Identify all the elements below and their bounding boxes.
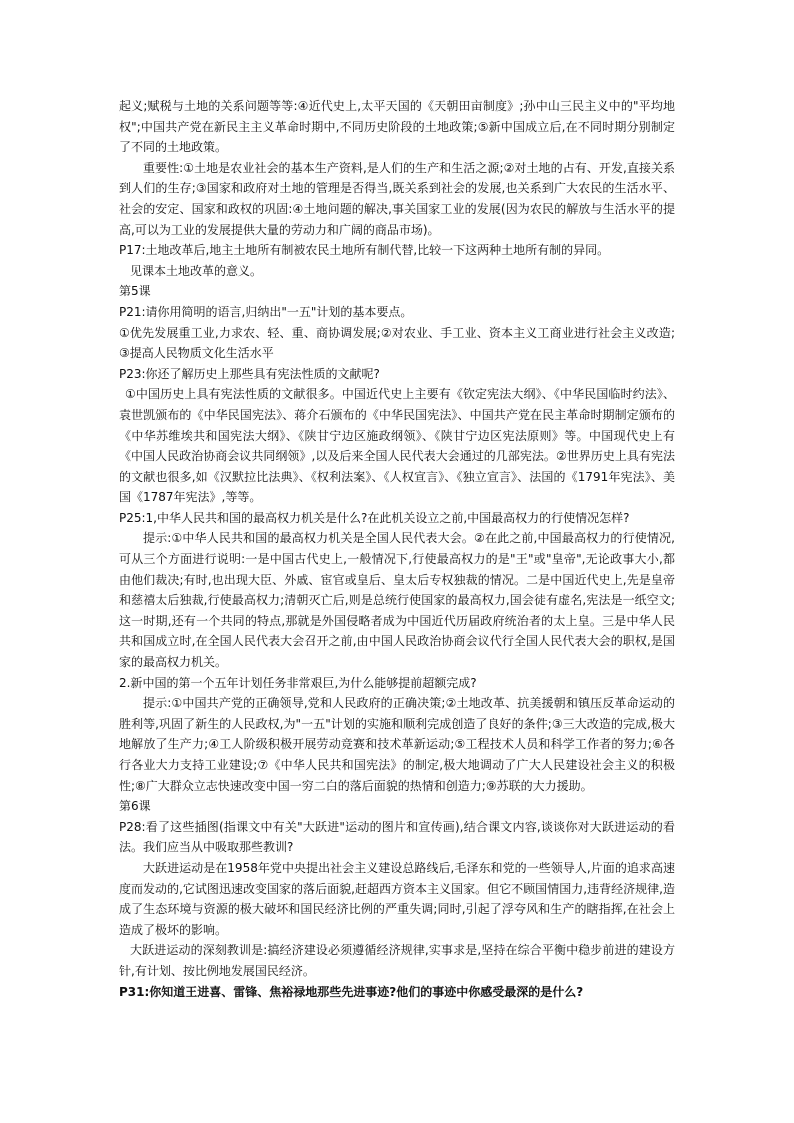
lesson-5-heading: 第5课 [119,284,151,299]
paragraph-land-importance: 重要性:①土地是农业社会的基本生产资料,是人们的生产和生活之源;②对土地的占有、开发,直接关系到人们的生存;③国家和政府对土地的管理是否得当,既关系到社会的发展,也关系到广大农民的生活水平、社会的安定、国家和政权的巩固:④土地问题的解决,事关国家工业的发展(因为农民的解放与生活水平的提高,可以为工业的发展提供大量的劳动力和广阔的商品市场)。 [119,160,675,237]
answer-p25-1: 提示:①中华人民共和国的最高权力机关是全国人民代表大会。②在此之前,中国最高权力的行使情况,可从三个方面进行说明:一是中国古代史上,一般情况下,行使最高权力的是"王"或"皇帝",无论政事大小,都由他们裁决;有时,也出现大臣、外戚、宦官或皇后、皇太后专权独裁的情况。二是中国近代史上,先是皇帝和慈禧太后独裁,行使最高权力;清朝灭亡后,则是总统行使国家的最高权力,国会徒有虚名,宪法是一纸空文;这一时期,还有一个共同的特点,那就是外国侵略者成为中国近代历届政府统治者的太上皇。三是中华人民共和国成立时,在全国人民代表大会召开之前,由中国人民政治协商会议代行全国人民代表大会的职权,是国家的最高权力机关。 [119,531,675,670]
document-body [119,96,675,1002]
question-p28: P28:看了这些插图(指课文中有关"大跃进"运动的图片和宣传画),结合课文内容,谈谈你对大跃进运动的看法。我们应当从中吸取那些教训? [119,819,675,855]
paragraph-land-history-cont: 起义;赋税与土地的关系问题等等:④近代史上,太平天国的《天朝田亩制度》;孙中山三民主义中的"平均地权";中国共产党在新民主主义革命时期中,不同历史阶段的土地政策;⑤新中国成立后,在不同时期分别制定了不同的土地政策。 [119,99,675,155]
answer-p28-view: 大跃进运动是在1958年党中央提出社会主义建设总路线后,毛泽东和党的一些领导人,片面的追求高速度而发动的,它试图迅速改变国家的落后面貌,赶超西方资本主义国家。但它不顾国情国力,违背经济规律,造成了生态环境与资源的极大破坏和国民经济比例的严重失调;同时,引起了浮夸风和生产的瞎指挥,在社会上造成了极坏的影响。 [119,860,675,937]
question-p31: P31:你知道王进喜、雷锋、焦裕禄地那些先进事迹?他们的事迹中你感受最深的是什么? [119,984,584,999]
question-p25-2: 2.新中国的第一个五年计划任务非常艰巨,为什么能够提前超额完成? [119,675,477,690]
answer-p17: 见课本土地改革的意义。 [130,263,263,278]
answer-p28-lesson: 大跃进运动的深刻教训是:搞经济建设必须遵循经济规律,实事求是,坚持在综合平衡中稳步前进的建设方针,有计划、按比例地发展国民经济。 [119,943,675,978]
question-p21: P21:请你用简明的语言,归纳出"一五"计划的基本要点。 [119,304,413,319]
question-p23: P23:你还了解历史上那些具有宪法性质的文献呢? [119,366,380,381]
lesson-6-heading: 第6课 [119,799,151,814]
answer-p21: ①优先发展重工业,力求农、轻、重、商协调发展;②对农业、手工业、资本主义工商业进行社会主义改造;③提高人民物质文化生活水平 [119,325,675,361]
question-p17: P17:土地改革后,地主土地所有制被农民土地所有制代替,比较一下这两种土地所有制的异同。 [119,243,610,258]
answer-p25-2: 提示:①中国共产党的正确领导,党和人民政府的正确决策;②土地改革、抗美援朝和镇压反革命运动的胜利等,巩固了新生的人民政权,为"一五"计划的实施和顺利完成创造了良好的条件;③三大改造的完成,极大地解放了生产力;④工人阶级积极开展劳动竞赛和技术革新运动;⑤工程技术人员和科学工作者的努力;⑥各行各业大力支持工业建设;⑦《中华人民共和国宪法》的制定,极大地调动了广大人民建设社会主义的积极性;⑧广大群众立志快速改变中国一穷二白的落后面貌的热情和创造力;⑨苏联的大力援助。 [119,696,675,793]
question-p25-1: P25:1,中华人民共和国的最高权力机关是什么?在此机关设立之前,中国最高权力的行使情况怎样? [119,510,630,525]
answer-p23: ①中国历史上具有宪法性质的文献很多。中国近代史上主要有《钦定宪法大纲》、《中华民国临时约法》、袁世凯颁布的《中华民国宪法》、蒋介石颁布的《中华民国宪法》、中国共产党在民主革命时期制定颁布的《中华苏维埃共和国宪法大纲》、《陕甘宁边区施政纲领》、《陕甘宁边区宪法原则》等。中国现代史上有《中国人民政治协商会议共同纲领》,以及后来全国人民代表大会通过的几部宪法。②世界历史上具有宪法的文献也很多,如《汉默拉比法典》、《权利法案》、《人权宣言》、《独立宣言》、法国的《1791年宪法》、美国《1787年宪法》,等等。 [119,387,675,505]
